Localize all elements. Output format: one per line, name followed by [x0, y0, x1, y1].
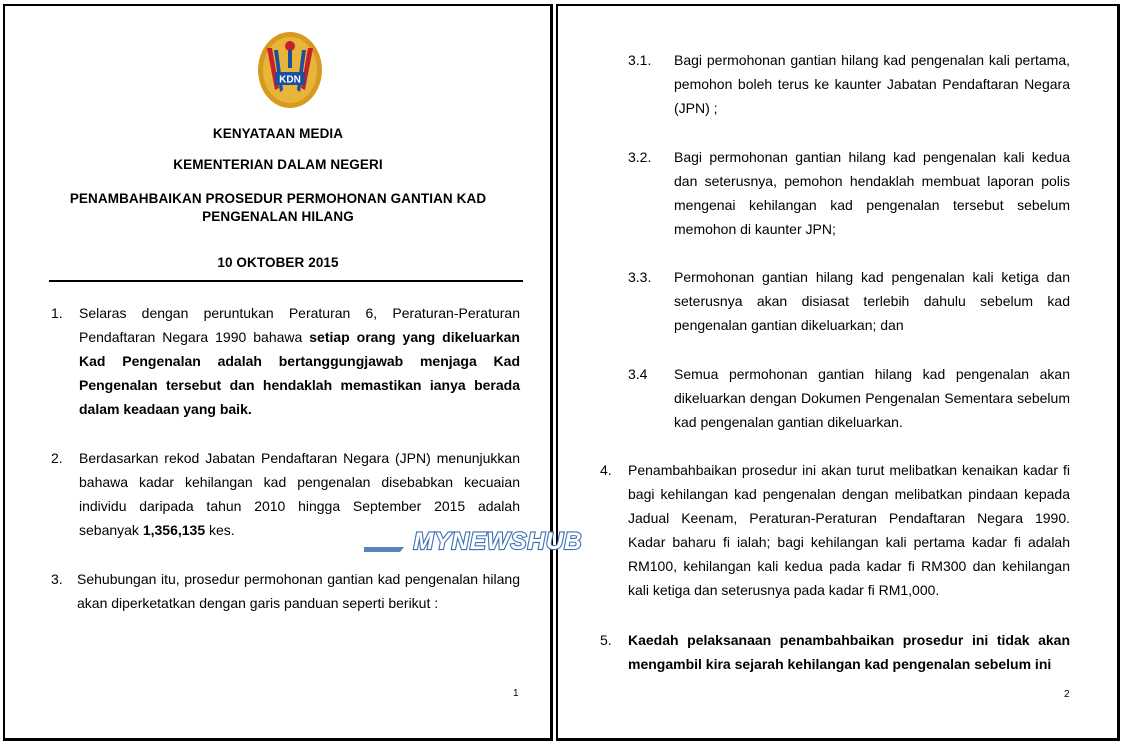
section-number-3-3: 3.3.: [628, 269, 652, 285]
kdn-crest-icon: [255, 28, 325, 110]
subject-title-line1: PENAMBAHBAIKAN PROSEDUR PERMOHONAN GANTIAN KAD: [69, 191, 487, 206]
media-statement-title: KENYATAAN MEDIA: [212, 126, 344, 141]
subject-title-line2: PENGENALAN HILANG: [202, 209, 354, 224]
paragraph-number-4: 4.: [600, 462, 612, 478]
statement-date: 10 OKTOBER 2015: [217, 255, 339, 270]
paragraph-1: Selaras dengan peruntukan Peraturan 6, Peraturan-Peraturan Pendaftaran Negara 1990 bahawa setiap orang yang dikeluarkan Kad Pengenalan adalah bertanggungjawab menjaga Kad Pengenalan tersebut dan hendaklah memastikan ianya berada dalam keadaan yang baik.: [79, 305, 520, 417]
paragraph-2: Berdasarkan rekod Jabatan Pendaftaran Negara (JPN) menunjukkan bahawa kadar kehilangan kad pengenalan disebabkan kecuaian individu daripada tahun 2010 hingga September 2015 adalah sebanyak 1,356,135 kes.: [79, 450, 520, 538]
section-3-1: Bagi permohonan gantian hilang kad pengenalan kali pertama, pemohon boleh terus ke kaunter Jabatan Pendaftaran Negara (JPN) ;: [674, 52, 1070, 116]
paragraph-3: Sehubungan itu, prosedur permohonan gantian kad pengenalan hilang akan diperketatkan dengan garis panduan seperti berikut :: [77, 571, 520, 611]
document-page-1: [3, 4, 553, 741]
section-number-3-1: 3.1.: [628, 52, 652, 68]
mynewshub-watermark: [364, 525, 619, 555]
section-number-3-4: 3.4: [628, 366, 648, 382]
paragraph-5: Kaedah pelaksanaan penambahbaikan prosedur ini tidak akan mengambil kira sejarah kehilangan kad pengenalan sebelum ini: [628, 632, 1070, 672]
page-number-1: 1: [513, 688, 519, 699]
paragraph-number-1: 1.: [51, 305, 63, 321]
title-divider: [49, 280, 523, 282]
svg-text:KDN: KDN: [279, 74, 301, 86]
document-page-2: [556, 4, 1120, 741]
paragraph-number-2: 2.: [51, 450, 63, 466]
section-3-4: Semua permohonan gantian hilang kad pengenalan akan dikeluarkan dengan Dokumen Pengenalan Sementara sebelum kad pengenalan gantian dikeluarkan.: [674, 366, 1070, 430]
paragraph-4: Penambahbaikan prosedur ini akan turut melibatkan kenaikan kadar fi bagi kehilangan kad pengenalan dengan melibatkan pindaan kepada Jadual Keenam, Peraturan-Peraturan Pendaftaran Negara 1990. Kadar baharu fi ialah; bagi kehilangan kali pertama kadar fi adalah RM100, kehilangan kali kedua pada kadar fi RM300 dan kehilangan kali ketiga dan seterusnya pada kadar fi RM1,000.: [628, 462, 1070, 598]
svg-text:MYNEWSHUB: MYNEWSHUB: [413, 528, 583, 555]
section-3-3: Permohonan gantian hilang kad pengenalan kali ketiga dan seterusnya akan disiasat terlebih dahulu sebelum kad pengenalan gantian dikeluarkan; dan: [674, 269, 1070, 333]
ministry-title: KEMENTERIAN DALAM NEGERI: [173, 157, 383, 172]
paragraph-number-5: 5.: [600, 632, 612, 648]
section-number-3-2: 3.2.: [628, 149, 652, 165]
section-3-2: Bagi permohonan gantian hilang kad pengenalan kali kedua dan seterusnya, pemohon hendaklah membuat laporan polis mengenai kehilangan kad pengenalan tersebut sebelum memohon di kaunter JPN;: [674, 149, 1070, 237]
page-number-2: 2: [1064, 689, 1070, 700]
paragraph-number-3: 3.: [51, 571, 63, 587]
